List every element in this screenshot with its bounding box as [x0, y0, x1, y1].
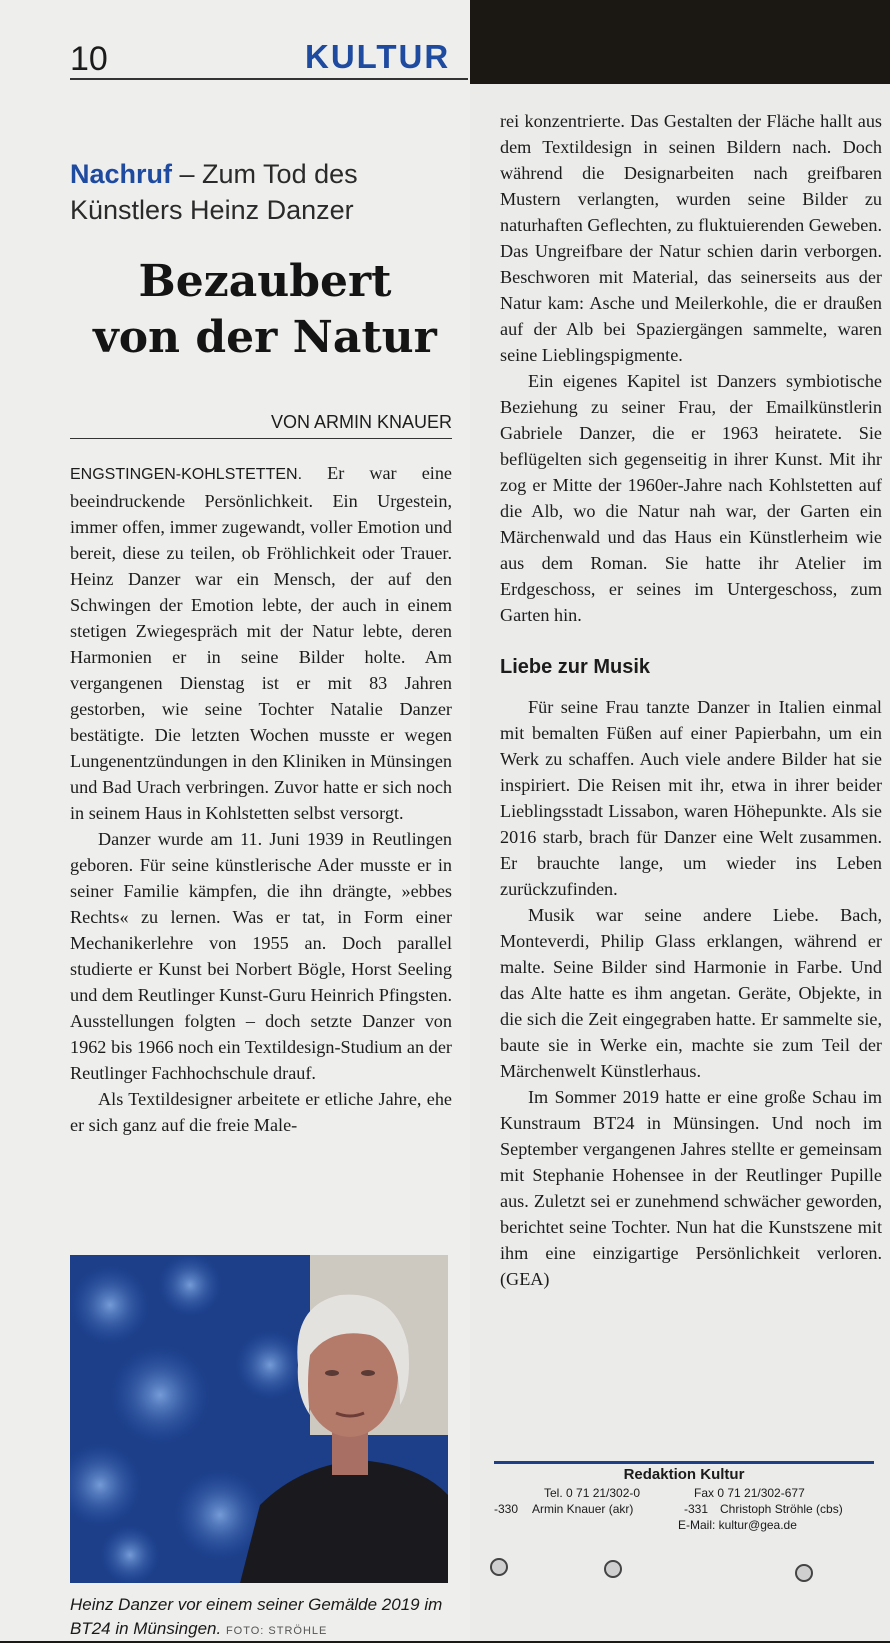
- paragraph-3: Als Textildesigner arbeitete er etliche Jahre, ehe er sich ganz auf die freie Male-: [70, 1089, 452, 1135]
- spacer: [494, 1485, 524, 1501]
- kicker-rest: – Zum Tod des Künstlers Heinz Danzer: [70, 159, 358, 225]
- article-column-2: [500, 108, 882, 1292]
- paragraph-1: [70, 460, 452, 826]
- byline-rule: [70, 438, 452, 439]
- photo-illustration: [70, 1255, 448, 1583]
- photo-credit: FOTO: STRÖHLE: [225, 1625, 328, 1637]
- kicker: [70, 156, 460, 228]
- redaktion-phone-row: [494, 1485, 874, 1501]
- photo-caption: [70, 1593, 452, 1643]
- punch-hole: [795, 1564, 813, 1582]
- punch-hole: [604, 1560, 622, 1578]
- paragraph-4: rei konzentrierte. Das Gestalten der Fläche hallt aus dem Textildesign in seinen Bildern nach. Doch während die Designarbeiten nach greifbaren Mustern verlangten, wurden seine Bilder zu naturhaften Geflechten, zu fluktuierenden Geweben. Das Ungreifbare der Natur schien darin verborgen. Beschworen mit Material, das seinerseits aus der Natur kam: Asche und Meilerkohle, die er draußen auf der Alb bei Spaziergängen sammelte, waren seine Lieblingspigmente.: [500, 111, 882, 365]
- dateline: ENGSTINGEN-KOHLSTETTEN.: [70, 466, 303, 483]
- redaktion-email-row: [494, 1517, 874, 1533]
- redaktion-name-1: Armin Knauer (akr): [532, 1502, 634, 1516]
- headline-line-2: von der Natur: [93, 312, 437, 363]
- punch-hole: [490, 1558, 508, 1576]
- redaktion-staff-row: [494, 1501, 874, 1517]
- redaktion-email: E-Mail: kultur@gea.de: [678, 1518, 797, 1532]
- dark-background: [470, 0, 890, 84]
- article-column-1: [70, 460, 452, 1138]
- paragraph-7: Musik war seine andere Liebe. Bach, Monteverdi, Philip Glass erklangen, während er malte. Seine Bilder sind Harmonie in Farbe. Und das Alte hatte es ihm angetan. Geräte, Objekte, in die sich die Zeit eingegraben hatte. Er sammelte sie, baute sie in Werke ein, machte sie zum Teil der Märchenwelt Künstlerhaus.: [500, 905, 882, 1081]
- byline: VON ARMIN KNAUER: [270, 412, 452, 432]
- section-title: KULTUR: [305, 38, 451, 75]
- headline-line-1: Bezaubert: [138, 256, 392, 307]
- redaktion-rule: [494, 1461, 874, 1464]
- portrait-photo: [70, 1255, 448, 1583]
- painting-texture: [158, 1255, 222, 1317]
- caption-text: Heinz Danzer vor einem seiner Gemälde 2019 im BT24 in Münsingen.: [70, 1595, 443, 1638]
- paragraph-5: Ein eigenes Kapitel ist Danzers symbiotische Beziehung zu seiner Frau, der Emailkünstlerin Gabriele Danzer, die er 1963 heiratete. Sie beflügelten sich gegenseitig in ihrer Kunst. Mit ihr zog er Mitte der 1960er-Jahre nach Kohlstetten auf die Alb, wo die Natur nah war, der Garten ein Märchenwald und das Haus ein Künstlerheim wie aus dem Roman. Sie hatte ihr Atelier im Erdgeschoss, er seines im Untergeschoss, zum Garten hin.: [500, 371, 882, 625]
- redaktion-title: Redaktion Kultur: [623, 1466, 745, 1483]
- redaktion-box: [494, 1467, 874, 1533]
- subheading: Liebe zur Musik: [500, 656, 651, 678]
- kicker-lead: Nachruf: [70, 159, 173, 189]
- paragraph-1-text: Er war eine beeindruckende Persönlichkeit. Ein Urgestein, immer offen, immer zugewandt, voller Emotion und bereit, diese zu teilen, ob Fröhlichkeit oder Trauer. Heinz Danzer war ein Mensch, der auf den Schwingen der Emotion lebte, der auch in einem stetigen Zwiegespräch mit der Natur lebte, deren Harmonien er in seine Bilder holte. Am vergangenen Dienstag ist er mit 83 Jahren gestorben, wie seine Tochter Natalie Danzer bestätigte. Die letzten Wochen musste er wegen Lungenentzündungen in den Kliniken in Münsingen und Bad Urach verbringen. Zuvor hatte er sich noch in seinem Haus in Kohlstetten selbst versorgt.: [70, 463, 452, 823]
- redaktion-ext-2: -331: [684, 1502, 709, 1516]
- redaktion-name-2: Christoph Ströhle (cbs): [720, 1502, 843, 1516]
- paragraph-6: Für seine Frau tanzte Danzer in Italien einmal mit bemalten Füßen auf einer Papierbahn, um ein Werk zu schaffen. Auch viele andere Bilder hat sie inspiriert. Die Reisen mit ihr, etwa in ihrer beider Lieblingsstadt Lissabon, waren Höhepunkte. Als sie 2016 starb, brach für Danzer eine Welt zusammen. Er brauchte lange, um wieder ins Leben zurückzufinden.: [500, 697, 882, 899]
- left-eye: [325, 1370, 339, 1376]
- paragraph-8: Im Sommer 2019 hatte er eine große Schau im Kunstraum BT24 in Münsingen. Und noch im September vergangenen Jahres stellte er gemeinsam mit Stephanie Hohensee in der Reutlinger Pupille aus. Zuletzt sei er zunehmend schwächer geworden, berichtet seine Tochter. Nun hat die Kunstszene mit ihm eine einzigartige Persönlichkeit verloren. (GEA): [500, 1087, 882, 1289]
- redaktion-tel: Tel. 0 71 21/302-0: [544, 1486, 641, 1500]
- painting-texture: [110, 1345, 210, 1445]
- headline: [70, 254, 460, 366]
- painting-texture: [235, 1330, 305, 1400]
- painting-texture: [100, 1525, 160, 1583]
- redaktion-fax: Fax 0 71 21/302-677: [694, 1486, 805, 1500]
- redaktion-ext-1: -330: [494, 1502, 519, 1516]
- painting-texture: [70, 1265, 150, 1345]
- right-eye: [361, 1370, 375, 1376]
- header-rule: [70, 78, 468, 80]
- paragraph-2: Danzer wurde am 11. Juni 1939 in Reutlingen geboren. Für seine künstlerische Ader musste er in seiner Familie kämpfen, die ihn drängte, »ebbes Rechts« zu lernen. Was er tat, in Form einer Mechanikerlehre von 1955 an. Doch parallel studierte er Kunst bei Norbert Bögle, Horst Seeling und dem Reutlinger Kunst-Guru Heinrich Pfingsten. Ausstellungen folgten – doch setzte Danzer von 1962 bis 1966 noch ein Textildesign-Studium an der Reutlinger Fachhochschule drauf.: [70, 829, 452, 1083]
- page-number: 10: [70, 40, 108, 78]
